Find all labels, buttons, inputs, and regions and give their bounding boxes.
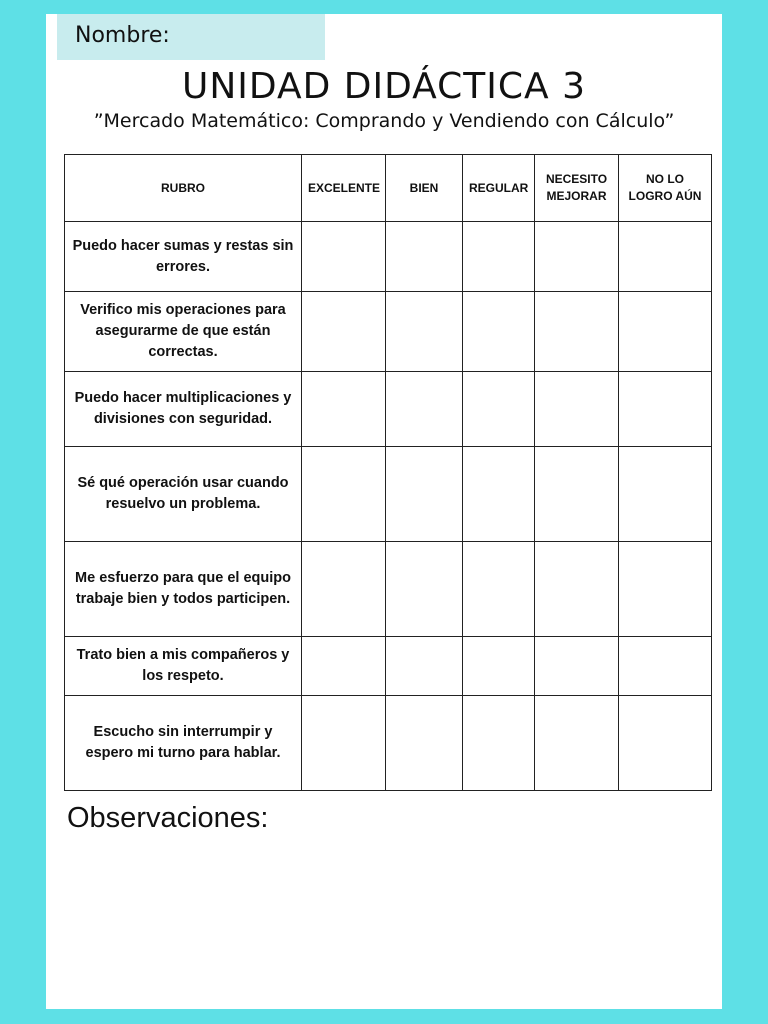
criterion-cell: Puedo hacer sumas y restas sin errores. — [65, 222, 302, 292]
observations-label: Observaciones: — [67, 802, 269, 834]
name-field[interactable] — [57, 14, 325, 60]
rating-cell[interactable] — [302, 637, 386, 696]
rating-cell[interactable] — [535, 696, 619, 791]
rating-cell[interactable] — [535, 542, 619, 637]
rating-cell[interactable] — [535, 637, 619, 696]
table-row — [65, 637, 712, 696]
rating-cell[interactable] — [463, 542, 535, 637]
criterion-cell: Escucho sin interrumpir y espero mi turno para hablar. — [65, 696, 302, 791]
worksheet — [46, 14, 722, 1009]
rating-cell[interactable] — [463, 222, 535, 292]
rating-cell[interactable] — [619, 372, 712, 447]
rating-cell[interactable] — [386, 447, 463, 542]
rating-cell[interactable] — [463, 372, 535, 447]
rating-cell[interactable] — [535, 372, 619, 447]
rating-cell[interactable] — [386, 222, 463, 292]
rating-cell[interactable] — [619, 292, 712, 372]
rating-cell[interactable] — [619, 542, 712, 637]
rating-cell[interactable] — [386, 637, 463, 696]
page-subtitle: ”Mercado Matemático: Comprando y Vendiendo con Cálculo” — [93, 110, 675, 132]
rating-cell[interactable] — [302, 222, 386, 292]
rating-cell[interactable] — [535, 292, 619, 372]
page-title: UNIDAD DIDÁCTICA 3 — [181, 66, 587, 107]
criterion-cell: Puedo hacer multiplicaciones y divisiones con seguridad. — [65, 372, 302, 447]
column-header-no-lo-logro-aun: NO LO LOGRO AÚN — [619, 155, 712, 222]
criterion-cell: Me esfuerzo para que el equipo trabaje bien y todos participen. — [65, 542, 302, 637]
rating-cell[interactable] — [463, 292, 535, 372]
criterion-cell: Sé qué operación usar cuando resuelvo un problema. — [65, 447, 302, 542]
rating-cell[interactable] — [386, 292, 463, 372]
rating-cell[interactable] — [535, 447, 619, 542]
rating-cell[interactable] — [463, 696, 535, 791]
rating-cell[interactable] — [463, 637, 535, 696]
column-header-necesito-mejorar: NECESITO MEJORAR — [535, 155, 619, 222]
rating-cell[interactable] — [302, 542, 386, 637]
rubric-table — [64, 154, 712, 791]
rating-cell[interactable] — [535, 222, 619, 292]
table-row — [65, 542, 712, 637]
column-header-bien: BIEN — [386, 155, 463, 222]
rating-cell[interactable] — [302, 372, 386, 447]
rating-cell[interactable] — [619, 222, 712, 292]
table-row — [65, 222, 712, 292]
table-header-row — [65, 155, 712, 222]
rating-cell[interactable] — [302, 447, 386, 542]
rating-cell[interactable] — [302, 696, 386, 791]
rating-cell[interactable] — [386, 696, 463, 791]
rating-cell[interactable] — [386, 372, 463, 447]
rating-cell[interactable] — [463, 447, 535, 542]
column-header-regular: REGULAR — [463, 155, 535, 222]
table-row — [65, 372, 712, 447]
rating-cell[interactable] — [302, 292, 386, 372]
rating-cell[interactable] — [619, 447, 712, 542]
rating-cell[interactable] — [619, 696, 712, 791]
name-label: Nombre: — [75, 23, 170, 48]
rating-cell[interactable] — [619, 637, 712, 696]
column-header-rubro: RUBRO — [65, 155, 302, 222]
criterion-cell: Trato bien a mis compañeros y los respeto. — [65, 637, 302, 696]
table-row — [65, 696, 712, 791]
column-header-excelente: EXCELENTE — [302, 155, 386, 222]
table-row — [65, 292, 712, 372]
rating-cell[interactable] — [386, 542, 463, 637]
criterion-cell: Verifico mis operaciones para asegurarme de que están correctas. — [65, 292, 302, 372]
table-row — [65, 447, 712, 542]
